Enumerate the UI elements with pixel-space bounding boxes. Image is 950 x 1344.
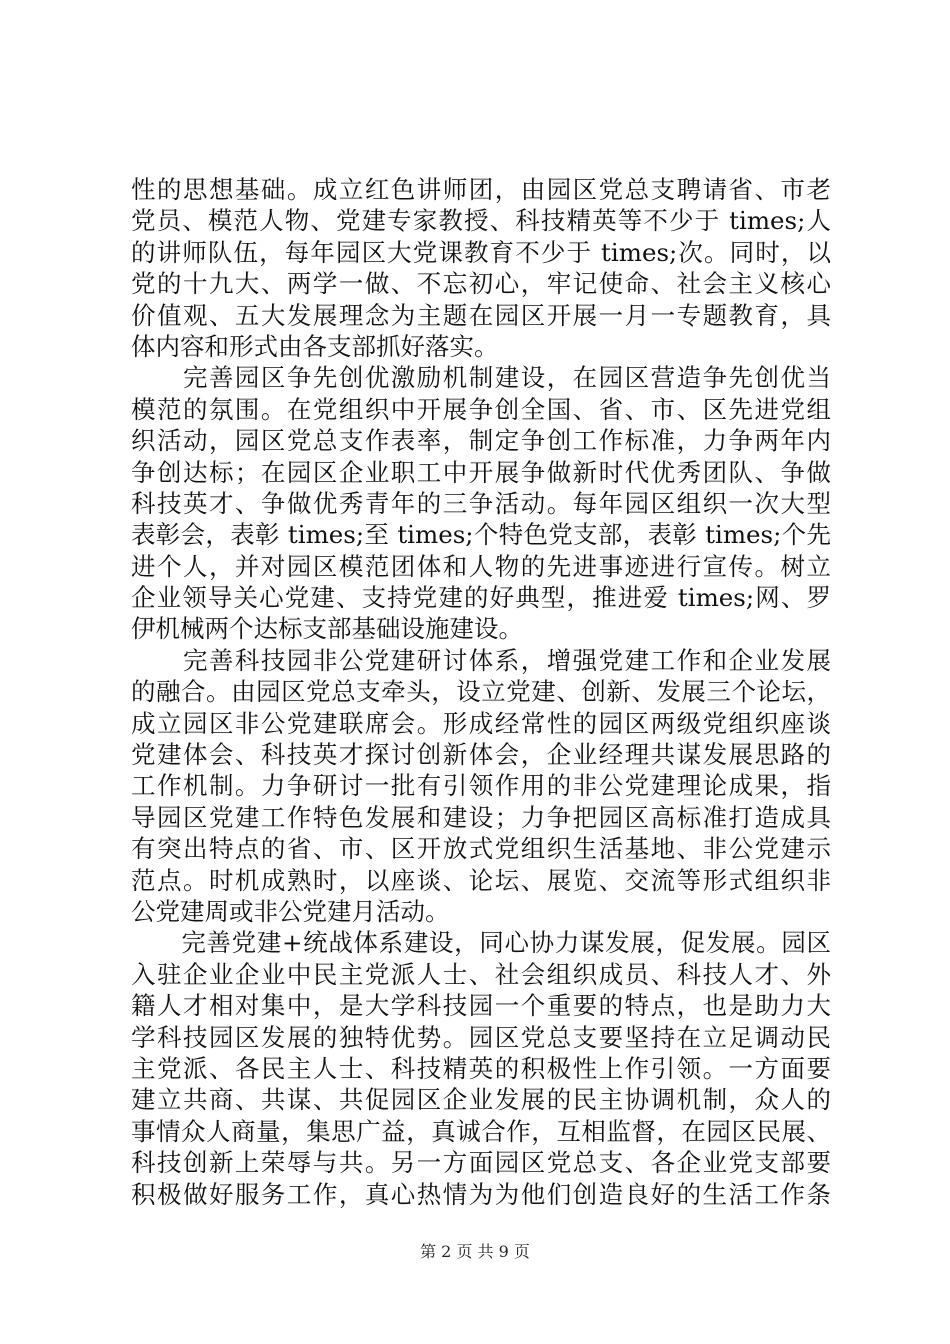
text-line: 党建体会、科技英才探讨创新体会，企业经理共谋发展思路的 <box>131 740 831 770</box>
text-line: 公党建周或非公党建月活动。 <box>131 896 450 926</box>
page-number: 第 2 页 共 9 页 <box>420 1242 530 1261</box>
text-line: 科技英才、争做优秀青年的三争活动。每年园区组织一次大型 <box>131 488 831 518</box>
text-line: 籍人才相对集中，是大学科技园一个重要的特点，也是助力大 <box>131 991 831 1021</box>
text-line: 有突出特点的省、市、区开放式党组织生活基地、非公党建示 <box>131 834 831 864</box>
text-line: 价值观、五大发展理念为主题在园区开展一月一专题教育，具 <box>131 300 831 330</box>
text-line: 伊机械两个达标支部基础设施建设。 <box>131 614 523 644</box>
text-line: 完善党建+统战体系建设，同心协力谋发展，促发展。园区 <box>131 928 831 958</box>
text-line: 表彰会，表彰 times;至 times;个特色党支部，表彰 times;个先 <box>131 520 831 550</box>
text-line: 争创达标；在园区企业职工中开展争做新时代优秀团队、争做 <box>131 457 831 487</box>
text-line: 织活动，园区党总支作表率，制定争创工作标准，力争两年内 <box>131 426 831 456</box>
text-line: 成立园区非公党建联席会。形成经常性的园区两级党组织座谈 <box>131 708 831 738</box>
text-line: 入驻企业企业中民主党派人士、社会组织成员、科技人才、外 <box>131 959 831 989</box>
text-line: 体内容和形式由各支部抓好落实。 <box>131 331 499 361</box>
text-line: 工作机制。力争研讨一批有引领作用的非公党建理论成果，指 <box>131 771 831 801</box>
text-line: 模范的氛围。在党组织中开展争创全国、省、市、区先进党组 <box>131 394 831 424</box>
text-line: 主党派、各民主人士、科技精英的积极性上作引领。一方面要 <box>131 1053 831 1083</box>
text-line: 性的思想基础。成立红色讲师团，由园区党总支聘请省、市老 <box>131 175 831 204</box>
text-line: 科技创新上荣辱与共。另一方面园区党总支、各企业党支部要 <box>131 1148 831 1178</box>
page-footer <box>0 1242 950 1262</box>
body-text <box>131 174 831 1210</box>
text-line: 完善园区争先创优激励机制建设，在园区营造争先创优当 <box>131 363 831 393</box>
text-line: 进个人，并对园区模范团体和人物的先进事迹进行宣传。树立 <box>131 551 831 581</box>
text-line: 事情众人商量，集思广益，真诚合作，互相监督，在园区民展、 <box>131 1116 831 1146</box>
text-line: 党员、模范人物、党建专家教授、科技精英等不少于 times;人 <box>131 206 831 236</box>
text-line: 完善科技园非公党建研讨体系，增强党建工作和企业发展 <box>131 645 831 675</box>
text-line: 的融合。由园区党总支牵头，设立党建、创新、发展三个论坛， <box>131 677 831 707</box>
text-line: 积极做好服务工作，真心热情为为他们创造良好的生活工作条 <box>131 1179 831 1209</box>
text-line: 企业领导关心党建、支持党建的好典型，推进爱 times;网、罗 <box>131 583 831 613</box>
text-line: 范点。时机成熟时，以座谈、论坛、展览、交流等形式组织非 <box>131 865 831 895</box>
text-line: 导园区党建工作特色发展和建设；力争把园区高标准打造成具 <box>131 802 831 832</box>
text-line: 党的十九大、两学一做、不忘初心，牢记使命、社会主义核心 <box>131 269 831 299</box>
text-line: 建立共商、共谋、共促园区企业发展的民主协调机制，众人的 <box>131 1085 831 1115</box>
text-line: 的讲师队伍，每年园区大党课教育不少于 times;次。同时，以 <box>131 237 831 267</box>
text-line: 学科技园区发展的独特优势。园区党总支要坚持在立足调动民 <box>131 1022 831 1052</box>
